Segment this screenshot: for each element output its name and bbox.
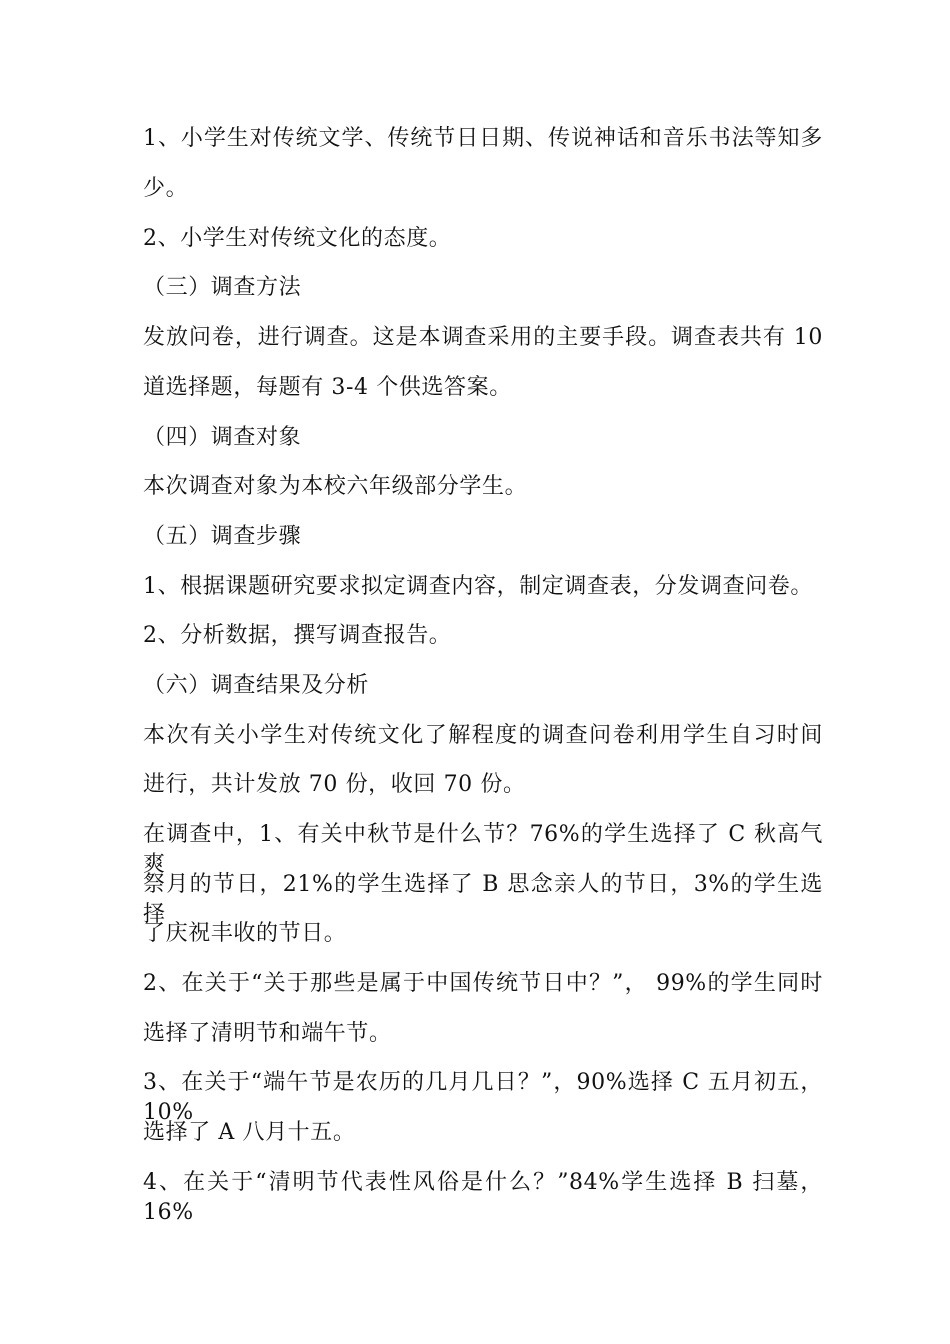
section-heading: （四）调查对象 bbox=[143, 425, 302, 450]
text-line: 2、在关于“关于那些是属于中国传统节日中？”， 99%的学生同时 bbox=[143, 971, 823, 996]
text-line: 祭月的节日，21%的学生选择了 B 思念亲人的节日，3%的学生选择 bbox=[143, 872, 823, 927]
text-line: 发放问卷，进行调查。这是本调查采用的主要手段。调查表共有 10 bbox=[143, 325, 823, 350]
text-line: 进行，共计发放 70 份，收回 70 份。 bbox=[143, 772, 526, 797]
text-line: 1、小学生对传统文学、传统节日日期、传说神话和音乐书法等知多 bbox=[143, 126, 823, 151]
text-line: 少。 bbox=[143, 176, 189, 201]
text-line: 4、在关于“清明节代表性风俗是什么？”84%学生选择 B 扫墓，16% bbox=[143, 1170, 823, 1225]
text-line: 本次有关小学生对传统文化了解程度的调查问卷利用学生自习时间 bbox=[143, 723, 823, 748]
text-line: 在调查中，1、有关中秋节是什么节？76%的学生选择了 C 秋高气爽 bbox=[143, 822, 823, 877]
text-line: 3、在关于“端午节是农历的几月几日？”，90%选择 C 五月初五，10% bbox=[143, 1070, 823, 1125]
text-line: 本次调查对象为本校六年级部分学生。 bbox=[143, 474, 528, 499]
text-line: 了庆祝丰收的节日。 bbox=[143, 921, 347, 946]
section-heading: （五）调查步骤 bbox=[143, 524, 302, 549]
text-line: 1、根据课题研究要求拟定调查内容，制定调查表，分发调查问卷。 bbox=[143, 574, 813, 599]
text-line: 道选择题，每题有 3-4 个供选答案。 bbox=[143, 375, 512, 400]
text-line: 选择了 A 八月十五。 bbox=[143, 1120, 356, 1145]
section-heading: （三）调查方法 bbox=[143, 275, 302, 300]
text-line: 2、分析数据，撰写调查报告。 bbox=[143, 623, 452, 648]
text-line: 2、小学生对传统文化的态度。 bbox=[143, 226, 452, 251]
section-heading: （六）调查结果及分析 bbox=[143, 673, 370, 698]
text-line: 选择了清明节和端午节。 bbox=[143, 1021, 392, 1046]
